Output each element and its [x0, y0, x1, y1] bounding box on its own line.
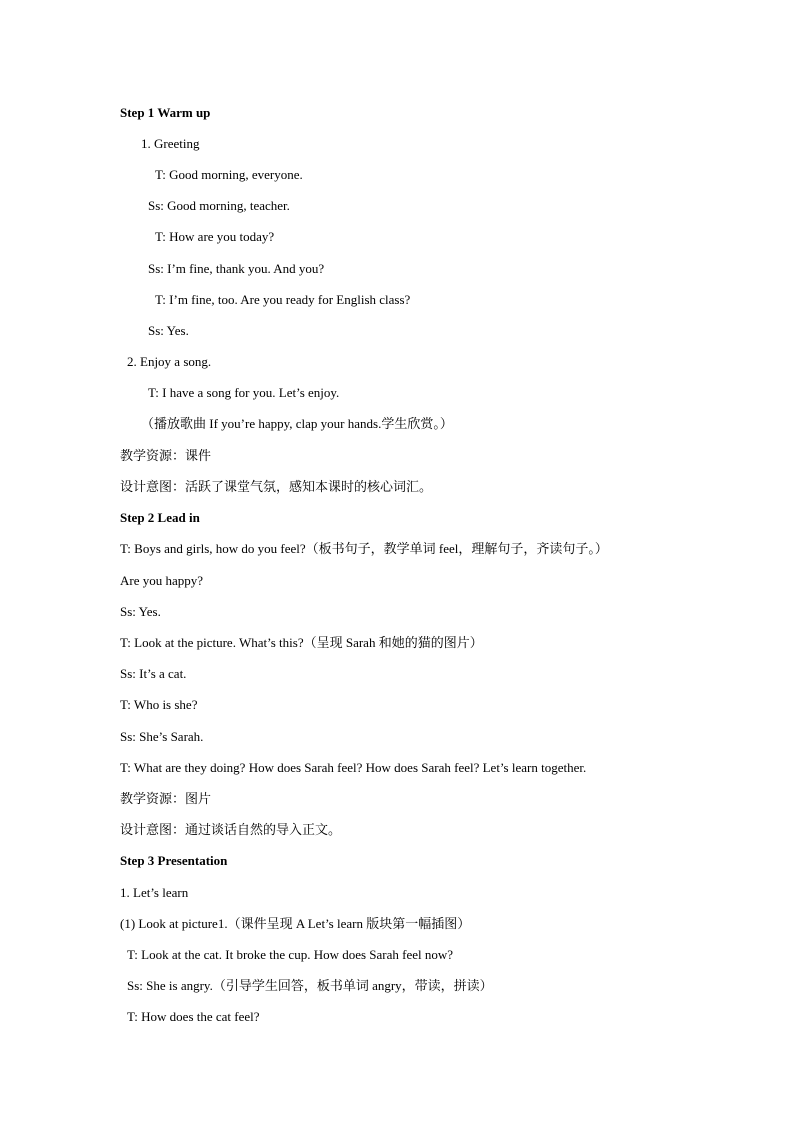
item-lets-learn: 1. Let’s learn: [120, 885, 189, 900]
item-enjoy-song: 2. Enjoy a song.: [127, 354, 212, 369]
dialogue-line: Ss: Good morning, teacher.: [148, 198, 290, 213]
dialogue-line: T: Good morning, everyone.: [155, 167, 303, 182]
dialogue-line: Ss: Yes.: [120, 604, 161, 619]
dialogue-line: T: How does the cat feel?: [127, 1009, 260, 1024]
dialogue-line: Ss: It’s a cat.: [120, 666, 187, 681]
dialogue-line: T: Who is she?: [120, 697, 198, 712]
heading-step1: Step 1 Warm up: [120, 105, 211, 120]
dialogue-line: T: I’m fine, too. Are you ready for English class?: [155, 292, 411, 307]
design-intent-line: 设计意图：活跃了课堂气氛，感知本课时的核心词汇。: [120, 479, 433, 494]
dialogue-line: Ss: She is angry.（引导学生回答，板书单词 angry，带读，拼读）: [127, 978, 493, 993]
dialogue-line: T: Look at the picture. What’s this?（呈现 Sarah 和她的猫的图片）: [120, 635, 483, 650]
subitem-picture1: (1) Look at picture1.（课件呈现 A Let’s learn 版块第一幅插图）: [120, 916, 471, 931]
resource-line: 教学资源：课件: [120, 448, 212, 463]
item-greeting: 1. Greeting: [141, 136, 200, 151]
dialogue-line: Are you happy?: [120, 573, 204, 588]
dialogue-line: T: Look at the cat. It broke the cup. How does Sarah feel now?: [127, 947, 454, 962]
resource-line: 教学资源：图片: [120, 791, 212, 806]
dialogue-line: T: What are they doing? How does Sarah feel? How does Sarah feel? Let’s learn together.: [120, 760, 587, 775]
dialogue-line: Ss: She’s Sarah.: [120, 729, 204, 744]
dialogue-line: T: How are you today?: [155, 229, 275, 244]
note-line: （播放歌曲 If you’re happy, clap your hands.学生欣赏。）: [141, 416, 453, 431]
heading-step3: Step 3 Presentation: [120, 853, 228, 868]
dialogue-line: T: I have a song for you. Let’s enjoy.: [148, 385, 340, 400]
heading-step2: Step 2 Lead in: [120, 510, 200, 525]
dialogue-line: Ss: Yes.: [148, 323, 189, 338]
design-intent-line: 设计意图：通过谈话自然的导入正文。: [120, 822, 342, 837]
dialogue-line: Ss: I’m fine, thank you. And you?: [148, 261, 325, 276]
dialogue-line: T: Boys and girls, how do you feel?（板书句子，教学单词 feel，理解句子，齐读句子。）: [120, 541, 608, 556]
